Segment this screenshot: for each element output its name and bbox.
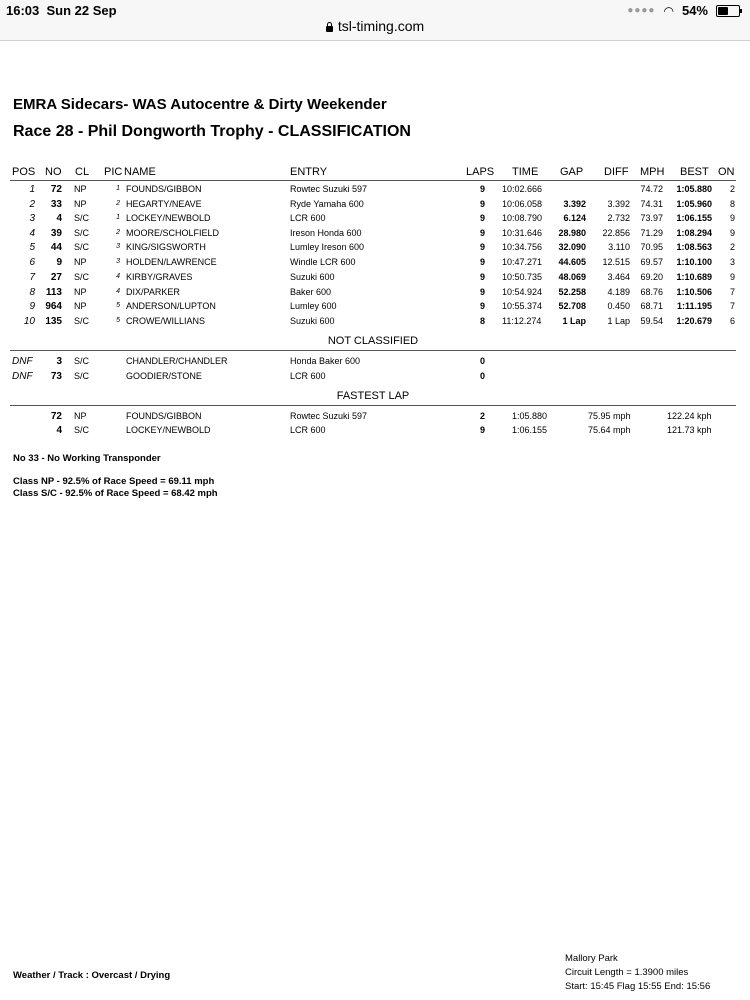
- table-row: 2 33 NP 2 HEGARTY/NEAVE Ryde Yamaha 600 9 10:06.058 3.392 3.392 74.31 1:05.960 8: [29, 199, 735, 210]
- header-on: ON: [718, 166, 735, 178]
- header-cl: CL: [75, 166, 90, 178]
- table-row: DNF 73 S/C GOODIER/STONE LCR 600 0: [12, 371, 485, 382]
- header-entry: ENTRY: [290, 166, 328, 178]
- weather-track: Weather / Track : Overcast / Drying: [13, 970, 171, 981]
- wifi-icon: ◠: [663, 3, 674, 18]
- table-row: 6 9 NP 3 HOLDEN/LAWRENCE Windle LCR 600 9 10:47.271 44.605 12.515 69.57 1:10.100 3: [29, 257, 735, 268]
- signal-dots-icon: ●●●●: [627, 5, 656, 16]
- event-title: EMRA Sidecars- WAS Autocentre & Dirty Weekender: [13, 96, 387, 113]
- header-pic: PIC: [104, 166, 123, 178]
- header-laps: LAPS: [466, 166, 495, 178]
- table-row: 4 39 S/C 2 MOORE/SCHOLFIELD Ireson Honda 600 9 10:31.646 28.980 22.856 71.29 1:08.294 9: [29, 228, 735, 239]
- status-right: [627, 3, 740, 18]
- table-row: 7 27 S/C 4 KIRBY/GRAVES Suzuki 600 9 10:50.735 48.069 3.464 69.20 1:10.689 9: [29, 272, 735, 283]
- address-bar[interactable]: [0, 18, 750, 34]
- table-row: 3 4 S/C 1 LOCKEY/NEWBOLD LCR 600 9 10:08.790 6.124 2.732 73.97 1:06.155 9: [29, 213, 735, 224]
- battery-percent: 54%: [681, 3, 708, 18]
- circuit-name: Mallory Park: [565, 953, 618, 964]
- class-np-note: Class NP - 92.5% of Race Speed = 69.11 mph: [13, 476, 215, 487]
- header-divider: [10, 180, 736, 181]
- race-times: Start: 15:45 Flag 15:55 End: 15:56: [565, 981, 711, 992]
- table-row: 1 72 NP 1 FOUNDS/GIBBON Rowtec Suzuki 597 9 10:02.666 74.72 1:05.880 2: [29, 184, 735, 195]
- status-time-date: 16:03 Sun 22 Sep: [6, 3, 117, 18]
- table-row: 4 S/C LOCKEY/NEWBOLD LCR 600 9 1:06.155 75.64 mph 121.73 kph: [56, 425, 712, 436]
- status-bar: [0, 0, 750, 41]
- table-row: 8 113 NP 4 DIX/PARKER Baker 600 9 10:54.924 52.258 4.189 68.76 1:10.506 7: [29, 287, 735, 298]
- table-row: 10 135 S/C 5 CROWE/WILLIANS Suzuki 600 8 11:12.274 1 Lap 1 Lap 59.54 1:20.679 6: [23, 316, 735, 327]
- url-text: tsl-timing.com: [337, 18, 425, 34]
- header-gap: GAP: [560, 166, 584, 178]
- not-classified-heading: NOT CLASSIFIED: [327, 335, 419, 347]
- table-row: DNF 3 S/C CHANDLER/CHANDLER Honda Baker 600 0: [12, 356, 485, 367]
- table-row: 72 NP FOUNDS/GIBBON Rowtec Suzuki 597 2 1:05.880 75.95 mph 122.24 kph: [50, 411, 712, 422]
- transponder-note: No 33 - No Working Transponder: [13, 453, 161, 464]
- class-sc-note: Class S/C - 92.5% of Race Speed = 68.42 mph: [13, 488, 218, 499]
- header-mph: MPH: [640, 166, 665, 178]
- table-row: 5 44 S/C 3 KING/SIGSWORTH Lumley Ireson 600 9 10:34.756 32.090 3.110 70.95 1:08.563 2: [29, 242, 735, 253]
- header-time: TIME: [512, 166, 539, 178]
- battery-icon: [716, 5, 740, 17]
- header-no: NO: [45, 166, 62, 178]
- lock-icon: [326, 26, 333, 32]
- fastest-lap-heading: FASTEST LAP: [336, 390, 410, 402]
- race-title: Race 28 - Phil Dongworth Trophy - CLASSIFICATION: [13, 123, 411, 140]
- header-best: BEST: [680, 166, 709, 178]
- header-pos: POS: [12, 166, 36, 178]
- fastest-lap-divider: [10, 405, 736, 406]
- header-diff: DIFF: [604, 166, 629, 178]
- circuit-length: Circuit Length = 1.3900 miles: [565, 967, 689, 978]
- not-classified-divider: [10, 350, 736, 351]
- header-name: NAME: [124, 166, 156, 178]
- battery-fill: [718, 7, 728, 15]
- table-row: 9 964 NP 5 ANDERSON/LUPTON Lumley 600 9 10:55.374 52.708 0.450 68.71 1:11.195 7: [29, 301, 735, 312]
